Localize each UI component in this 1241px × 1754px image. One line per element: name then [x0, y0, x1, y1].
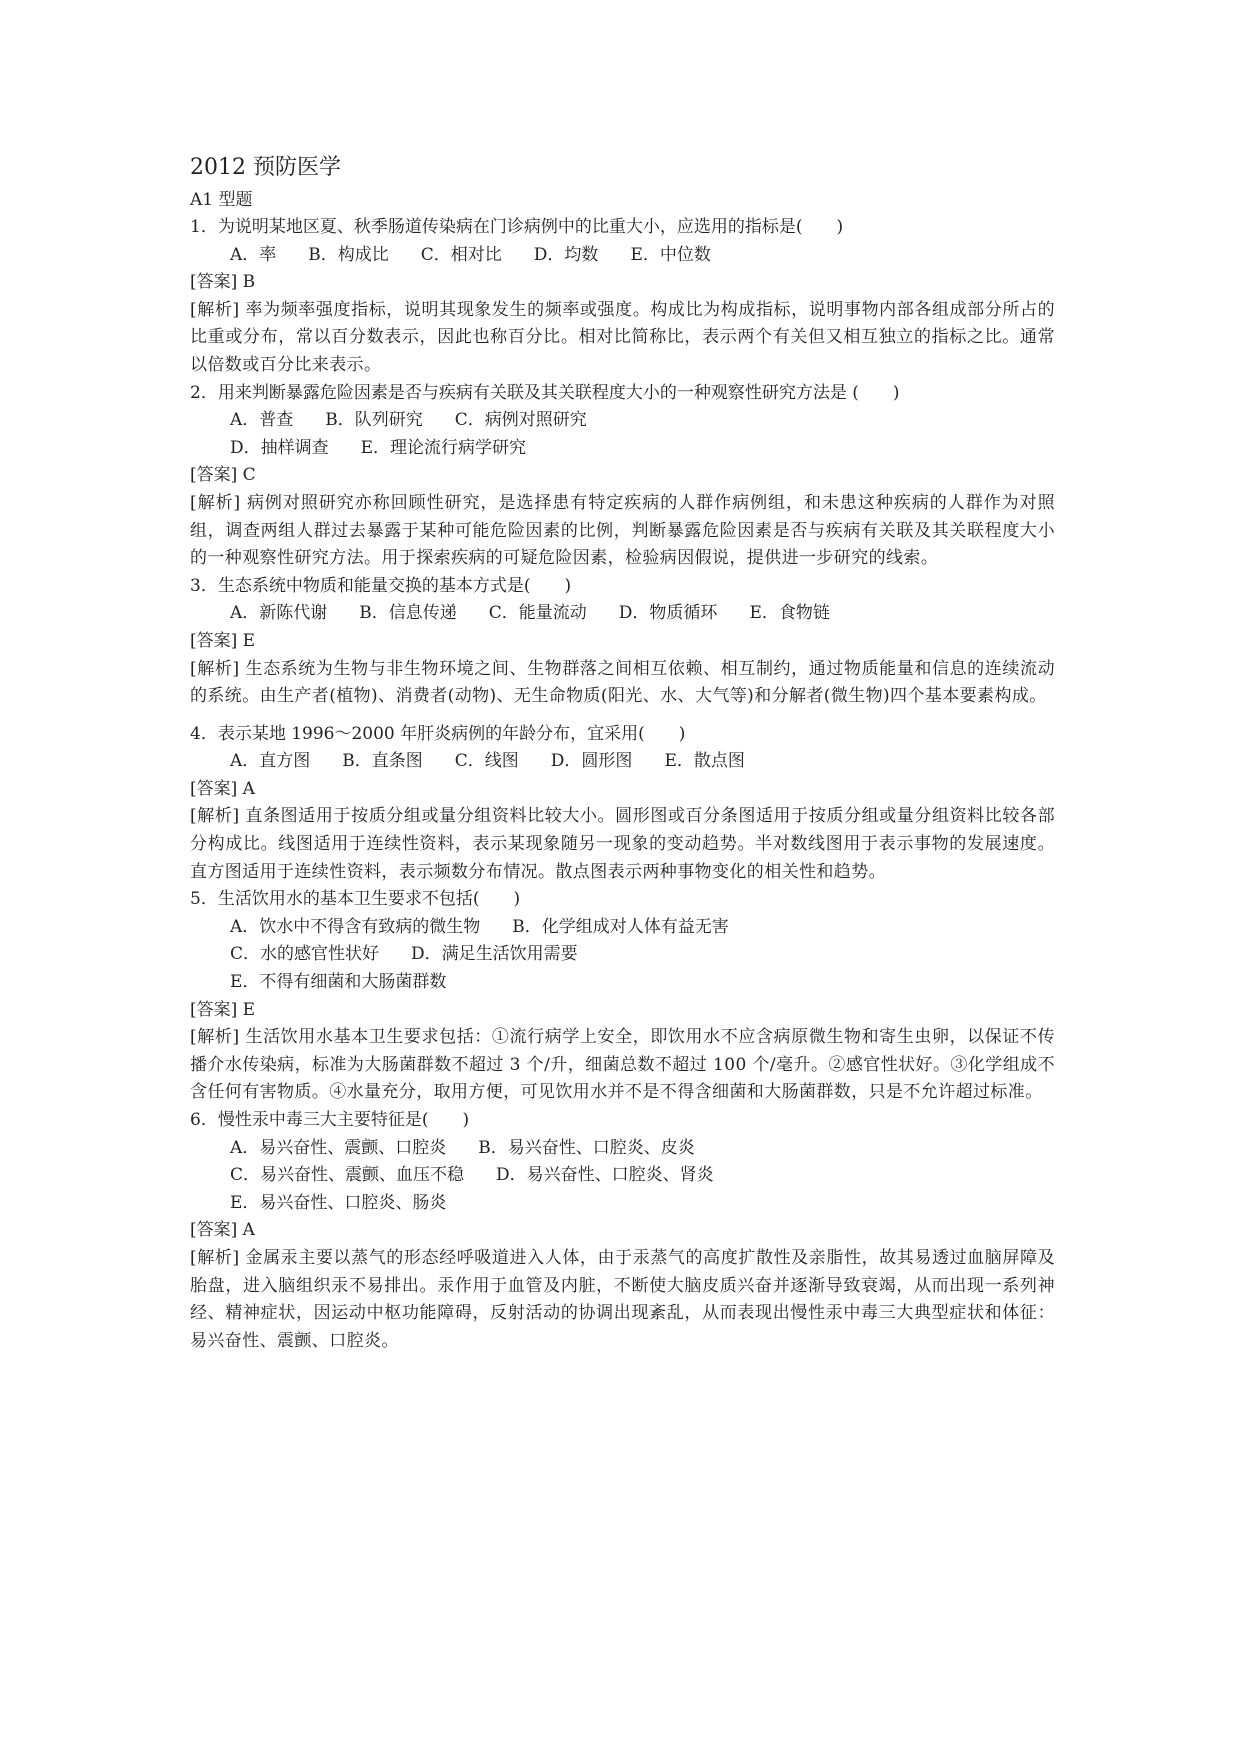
option-item: C．易兴奋性、震颤、血压不稳 — [230, 1165, 465, 1186]
option-row — [230, 1162, 1055, 1190]
question-stem: 6．慢性汞中毒三大主要特征是( ) — [190, 1110, 470, 1130]
option-row — [230, 914, 1055, 942]
option-row — [230, 242, 1055, 270]
analysis-paragraph: [解析] 直条图适用于按质分组或量分组资料比较大小。圆形图或百分条图适用于按质分组或量分组资料比较各部分构成比。线图适用于连续性资料，表示某现象随另一现象的变动趋势。半对数线图用于表示事物的发展速度。直方图适用于连续性资料，表示频数分布情况。散点图表示两种事物变化的相关性和趋势。 — [190, 806, 1055, 882]
option-row — [230, 941, 1055, 969]
option-row — [230, 407, 1055, 435]
option-row — [230, 1190, 1055, 1218]
question-stem: 5．生活饮用水的基本卫生要求不包括( ) — [190, 889, 521, 910]
question-block — [190, 214, 1055, 380]
option-item: A．普查 — [230, 410, 294, 431]
option-item: A．新陈代谢 — [230, 603, 328, 624]
option-item: B．队列研究 — [325, 410, 423, 431]
answer-line: [答案] A — [190, 778, 255, 799]
question-block — [190, 711, 1055, 887]
option-item: D．物质循环 — [618, 603, 718, 624]
question-stem: 4．表示某地 1996～2000 年肝炎病例的年龄分布，宜采用( ) — [190, 723, 686, 744]
option-row — [230, 748, 1055, 776]
option-item: B．信息传递 — [359, 603, 457, 624]
analysis-paragraph: [解析] 生活饮用水基本卫生要求包括：①流行病学上安全，即饮用水不应含病原微生物和寄生虫卵，以保证不传播介水传染病，标准为大肠菌群数不超过 3 个/升，细菌总数不超过 100 个/毫升。②感官性状好。③化学组成不含任何有害物质。④水量充分，取用方便，可见饮用水并不是不得含细菌和大肠菌群数，只是不允许超过标准。 — [190, 1027, 1055, 1103]
question-list — [190, 214, 1055, 1355]
option-item: D．易兴奋性、口腔炎、肾炎 — [496, 1165, 714, 1186]
option-item: E．中位数 — [630, 244, 711, 265]
analysis-paragraph: [解析] 生态系统为生物与非生物环境之间、生物群落之间相互依赖、相互制约，通过物质能量和信息的连续流动的系统。由生产者(植物)、消费者(动物)、无生命物质(阳光、水、大气等)和分解者(微生物)四个基本要素构成。 — [190, 658, 1055, 707]
option-item: E．易兴奋性、口腔炎、肠炎 — [230, 1192, 447, 1213]
question-block — [190, 886, 1055, 1107]
option-item: D．均数 — [533, 244, 599, 265]
option-item: C．相对比 — [420, 244, 502, 265]
option-item: C．水的感官性状好 — [230, 944, 380, 965]
option-item: A．直方图 — [230, 751, 311, 772]
section-title: A1 型题 — [190, 190, 253, 210]
analysis-paragraph: [解析] 率为频率强度指标，说明其现象发生的频率或强度。构成比为构成指标，说明事物内部各组成部分所占的比重或分布，常以百分数表示，因此也称百分比。相对比简称比，表示两个有关但又相互独立的指标之比。通常以倍数或百分比来表示。 — [190, 299, 1055, 375]
document-title: 2012 预防医学 — [190, 155, 341, 180]
option-item: D．抽样调查 — [230, 437, 329, 458]
option-item: B．直条图 — [342, 751, 423, 772]
option-item: A．饮水中不得含有致病的微生物 — [230, 916, 481, 937]
option-item: D．满足生活饮用需要 — [411, 944, 578, 965]
question-stem: 2．用来判断暴露危险因素是否与疾病有关联及其关联程度大小的一种观察性研究方法是 ( ) — [190, 382, 900, 403]
option-item: E．散点图 — [664, 751, 745, 772]
question-block — [190, 380, 1055, 573]
option-row — [230, 1135, 1055, 1163]
option-item: D．圆形图 — [550, 751, 633, 772]
answer-line: [答案] E — [190, 999, 256, 1020]
answer-line: [答案] C — [190, 465, 256, 486]
answer-line: [答案] E — [190, 630, 256, 651]
document-page — [190, 152, 1055, 1355]
spacer — [190, 711, 1055, 721]
option-item: C．病例对照研究 — [454, 410, 587, 431]
question-stem: 1．为说明某地区夏、秋季肠道传染病在门诊病例中的比重大小，应选用的指标是( ) — [190, 217, 844, 237]
option-item: E．理论流行病学研究 — [360, 437, 527, 458]
analysis-paragraph: [解析] 病例对照研究亦称回顾性研究，是选择患有特定疾病的人群作病例组，和未患这种疾病的人群作为对照组，调查两组人群过去暴露于某种可能危险因素的比例，判断暴露危险因素是否与疾病有关联及其关联程度大小的一种观察性研究方法。用于探索疾病的可疑危险因素，检验病因假说，提供进一步研究的线索。 — [190, 492, 1055, 569]
option-item: B．易兴奋性、口腔炎、皮炎 — [478, 1137, 695, 1158]
question-stem: 3．生态系统中物质和能量交换的基本方式是( ) — [190, 575, 572, 596]
option-item: C．能量流动 — [488, 603, 587, 624]
option-row — [230, 600, 1055, 628]
option-item: B．构成比 — [308, 244, 389, 265]
question-block — [190, 573, 1055, 711]
analysis-paragraph: [解析] 金属汞主要以蒸气的形态经呼吸道进入人体，由于汞蒸气的高度扩散性及亲脂性，故其易透过血脑屏障及胎盘，进入脑组织汞不易排出。汞作用于血管及内脏，不断使大脑皮质兴奋并逐渐导致衰竭，从而出现一系列神经、精神症状，因运动中枢功能障碍，反射活动的协调出现紊乱，从而表现出慢性汞中毒三大典型症状和体征：易兴奋性、震颤、口腔炎。 — [190, 1247, 1055, 1351]
answer-line: [答案] B — [190, 272, 256, 293]
answer-line: [答案] A — [190, 1220, 255, 1241]
option-item: E．不得有细菌和大肠菌群数 — [230, 972, 447, 993]
option-row — [230, 969, 1055, 997]
option-item: A．易兴奋性、震颤、口腔炎 — [230, 1137, 447, 1158]
option-item: E．食物链 — [749, 603, 830, 624]
option-row — [230, 435, 1055, 463]
option-item: C．线图 — [454, 751, 519, 772]
option-item: A．率 — [230, 244, 277, 265]
question-block — [190, 1107, 1055, 1355]
option-item: B．化学组成对人体有益无害 — [512, 916, 729, 937]
